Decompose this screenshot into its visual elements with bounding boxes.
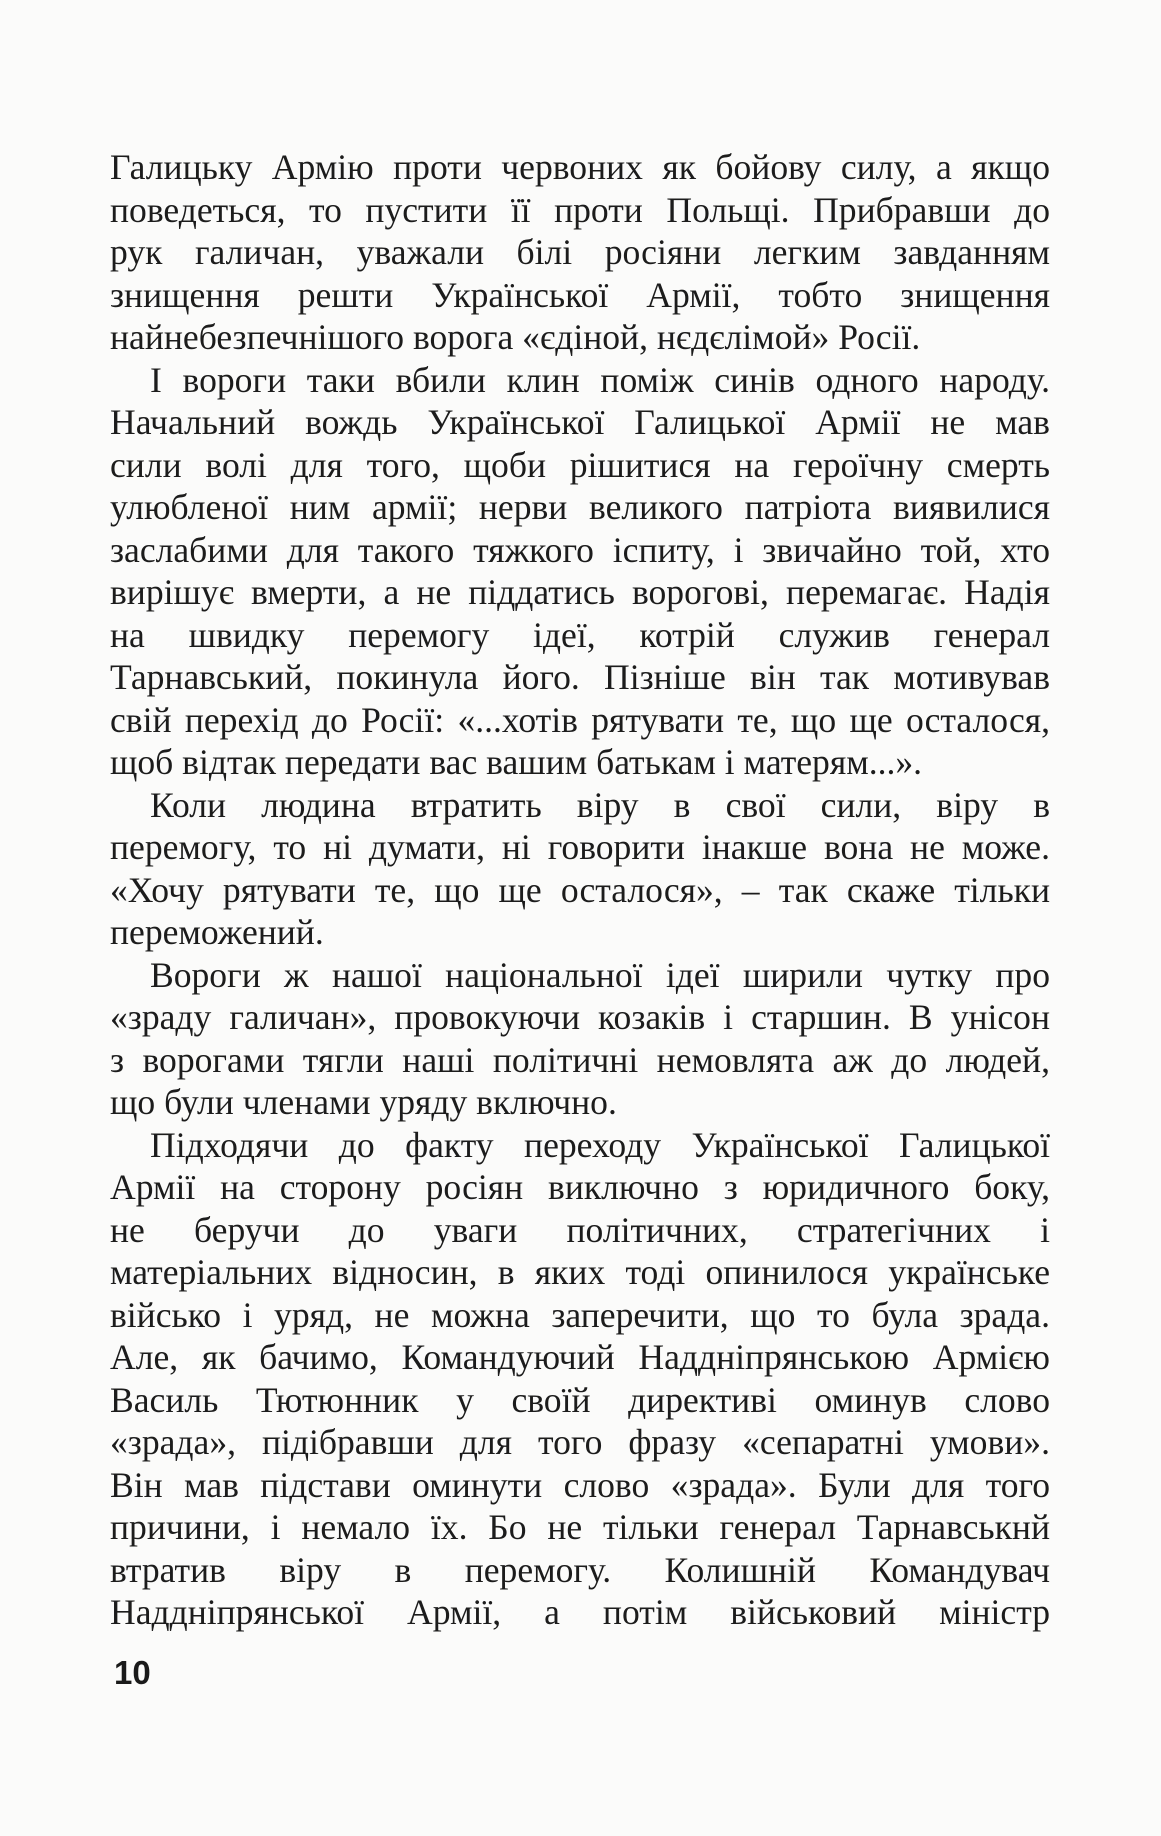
text-line: Василь Тютюнник у своїй директиві оминув слово — [110, 1379, 1050, 1420]
text-line: перемогу, то ні думати, ні говорити інакше вона не може. — [110, 827, 1050, 867]
text-line: Начальний вождь Української Галицької Армії не мав — [110, 402, 1050, 442]
text-line: рук галичан, уважали білі росіяни легким завданням — [110, 232, 1050, 272]
text-line: матеріальних відносин, в яких тоді опинилося українське — [110, 1252, 1050, 1292]
text-line: «зраду галичан», провокуючи козаків і старшин. В унісон — [110, 997, 1050, 1037]
text-line: втратив віру в перемогу. Колишній Командувач — [110, 1549, 1050, 1590]
text-line: щоб відтак передати вас вашим батькам і матерям...». — [110, 742, 923, 782]
text-line: улюбленої ним армії; нерви великого патріота виявилися — [110, 487, 1050, 527]
text-line: Він мав підстави оминути слово «зрада». Були для того — [110, 1464, 1050, 1505]
text-line: сили волі для того, щоби рішитися на героїчну смерть — [110, 444, 1050, 485]
text-line: Армії на сторону росіян виключно з юридичного боку, — [110, 1167, 1050, 1207]
text-line: свій перехід до Росії: «...хотів рятувати те, що ще осталося, — [110, 699, 1050, 740]
text-line: на швидку перемогу ідеї, котрій служив генерал — [110, 614, 1050, 655]
text-line: І вороги таки вбили клин поміж синів одного народу. — [150, 359, 1050, 400]
text-line: «Хочу рятувати те, що ще осталося», – так скаже тільки — [110, 869, 1050, 910]
text-line: переможений. — [110, 912, 324, 952]
text-line: Але, як бачимо, Командуючий Наддніпрянською Армією — [110, 1337, 1050, 1377]
text-line: вирішує вмерти, а не піддатись ворогові, перемагає. Надія — [110, 572, 1050, 612]
text-line: поведеться, то пустити її проти Польщі. Прибравши до — [110, 189, 1050, 230]
text-line: Вороги ж нашої національної ідеї ширили чутку про — [150, 954, 1050, 995]
text-line: не беручи до уваги політичних, стратегічних і — [110, 1209, 1050, 1250]
text-line: Галицьку Армію проти червоних як бойову силу, а якщо — [110, 147, 1050, 187]
text-line: «зрада», підібравши для того фразу «сепаратні умови». — [110, 1422, 1050, 1462]
text-line: причини, і немало їх. Бо не тільки генерал Тарнавськнй — [110, 1507, 1050, 1547]
text-line: військо і уряд, не можна заперечити, що то була зрада. — [110, 1294, 1050, 1335]
page-number: 10 — [114, 1654, 151, 1691]
text-line: найнебезпечнішого ворога «єдіной, нєдєлімой» Росії. — [110, 317, 921, 357]
text-line: Коли людина втратить віру в свої сили, віру в — [150, 784, 1050, 825]
text-line: знищення решти Української Армії, тобто знищення — [110, 274, 1050, 315]
text-line: Тарнавський, покинула його. Пізніше він так мотивував — [110, 657, 1050, 697]
text-line: з ворогами тягли наші політичні немовлята аж до людей, — [110, 1039, 1050, 1080]
text-line: що були членами уряду включно. — [110, 1082, 617, 1122]
body-text — [110, 146, 1050, 1634]
text-line: Підходячи до факту переходу Української Галицької — [150, 1124, 1050, 1165]
text-line: Наддніпрянської Армії, а потім військовий міністр — [110, 1592, 1050, 1632]
text-line: заслабими для такого тяжкого іспиту, і звичайно той, хто — [110, 529, 1050, 570]
